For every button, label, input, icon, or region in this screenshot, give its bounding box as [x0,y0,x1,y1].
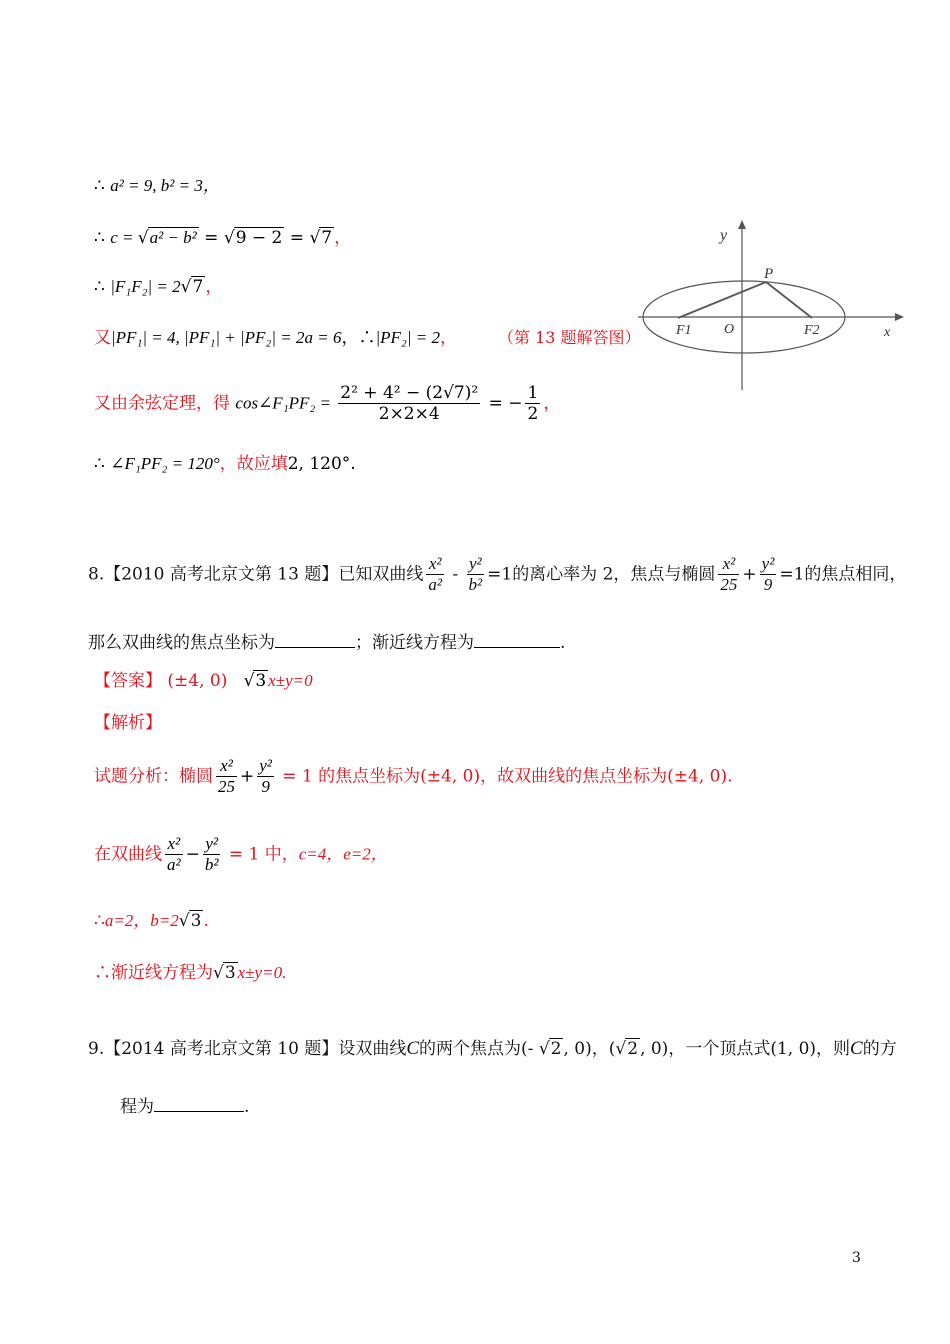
focus2-open: ( [608,1039,616,1059]
fill-in-text: ，故应填 [219,454,288,474]
question-source: 【2010 高考北京文第 13 题】 [104,564,339,585]
radicand: 3 [224,963,236,983]
focus1-open: (- [521,1039,539,1059]
frac-numerator: y² [467,554,485,575]
therefore-symbol: ∴ [94,911,105,931]
figure-caption: （第 13 题解答图） [498,328,641,347]
solution-line-4 [94,327,457,349]
analysis-fraction-y2 [203,834,221,875]
hyperbola-fraction-y [467,554,485,595]
minus-sign: - [446,564,464,585]
analysis-line-1 [94,756,732,806]
equals-minus: = − [483,393,523,414]
frac-denominator: 25 [720,575,738,594]
cosine-law-text: 又由余弦定理，得 [94,393,230,414]
x-axis-arrow [895,313,904,321]
analysis-text-1-rest: = 1 的焦点坐标为(±4, 0)，故双曲线的焦点坐标为(±4, 0). [276,766,733,787]
solution-line-5 [94,383,560,433]
origin-label: O [724,322,735,337]
ellipse-fraction-x [718,554,739,595]
c-label: c = [110,228,138,247]
cosine-fraction [338,383,480,424]
analysis-line-2 [94,834,388,884]
vertex-point: (1, 0) [770,1039,817,1059]
q8-statement-line-2 [88,632,565,654]
answer-blank-1[interactable] [275,633,355,648]
comma: ， [334,228,352,248]
comma: ， [439,328,457,348]
question-number: 9. [88,1039,105,1059]
answer-tag: 【答案】 [94,671,162,691]
y-axis-arrow [738,220,746,229]
analysis-line-4: ∴渐近线方程为√3 x±y=0. [94,963,287,983]
frac-denominator: a² [167,855,181,874]
radicand-1: a² − b² [149,228,197,247]
minus-sign: − [185,844,200,865]
equals-one: =1 [779,564,805,585]
cos-numerator: 2² + 4² − (2√7)² [340,383,479,403]
q8-statement-line-1 [88,554,906,606]
period: . [560,633,566,653]
equals-1: = [198,228,224,248]
cos-denominator: 2×2×4 [378,404,440,424]
frac-denominator: 25 [218,777,235,796]
q8-text-1: 已知双曲线 [338,564,424,585]
radicand: 2 [627,1039,639,1059]
frac-numerator: x² [216,756,237,777]
solution-line-6 [94,453,356,475]
radicand-3: 7 [321,228,333,248]
q8-answer-line: 【答案】 (±4, 0) √3 x±y=0 [94,671,313,691]
q8-text-2: 的离心率为 2，焦点与椭圆 [512,564,716,585]
plus-sign: + [742,564,757,585]
hyperbola-fraction-x [426,554,444,595]
q9-text-3: ，一个顶点式 [668,1039,771,1059]
q9-text-4: ，则 [816,1039,851,1059]
frac-denominator: 9 [763,575,773,594]
radicand: 2 [550,1039,562,1059]
therefore-sep: ，∴ [341,328,376,348]
analysis-fraction-x2 [165,834,183,875]
frac-denominator: b² [204,855,219,874]
q9-statement-line-1: 9.【2014 高考北京文第 10 题】设双曲线C的两个焦点为(- √2 , 0)，(√2 , 0)，一个顶点式(1, 0)，则C的方 [88,1038,897,1059]
question-source: 【2014 高考北京文第 10 题】 [104,1039,339,1059]
asymptote-equation: x±y=0. [237,963,287,982]
cos-expression: cos∠F₁PF₂ = [235,393,336,413]
analysis-tag: 【解析】 [94,713,162,733]
answer-blank[interactable] [154,1097,244,1112]
question-number: 8. [88,564,105,585]
solution-line-3: ∴ |F₁F₂| = 2√7 ， [94,277,223,297]
y-axis-label: y [720,227,728,244]
analysis-line-3: ∴a=2，b=2√3 . [94,911,209,931]
q9-statement-line-2 [120,1096,249,1118]
radicand: 3 [190,911,202,931]
focal-distance: |F₁F₂| = 2 [110,277,181,296]
equals-2: = [284,228,310,248]
page-number: 3 [852,1250,861,1266]
half-denominator: 2 [527,404,539,424]
q8-blank-prompt-1: 那么双曲线的焦点坐标为 [88,633,275,653]
x-axis-label: x [884,325,891,340]
radicand-2: 9 − 2 [235,228,283,248]
answer-blank-2[interactable] [474,633,560,648]
answer-asymptote: x±y=0 [268,671,313,690]
analysis-fraction-x [216,756,237,797]
ellipse-fraction-y [760,554,777,595]
answer-radicand: 3 [255,671,267,691]
plus-sign: + [240,766,255,787]
q8-blank-prompt-2: ；渐近线方程为 [355,633,474,653]
half-fraction [525,383,540,424]
focus1-close: , 0) [563,1039,592,1059]
focus-f2-label: F2 [804,323,820,338]
period: . [203,911,209,931]
analysis-fraction-y [257,756,274,797]
focus-f1-label: F1 [676,323,692,338]
ab-squared-values: a² = 9, b² = 3， [110,176,220,195]
curve-c: C [406,1038,420,1059]
frac-numerator: y² [761,554,775,573]
half-numerator: 1 [527,383,539,403]
point-p-label: P [764,266,774,282]
analysis-text-1: 试题分析：椭圆 [94,766,213,787]
q9-text-2: 的两个焦点为 [419,1039,522,1059]
comma: ， [205,277,223,297]
segment-pf2 [766,282,812,318]
solution-line-2: ∴ c = √a² − b² = √9 − 2 = √7 ， [94,228,352,248]
radicand: 7 [192,277,204,297]
asymptote-text: ∴渐近线方程为 [94,963,213,983]
fill-in-answer: 2, 120°. [287,454,356,474]
analysis-text-2: 在双曲线 [94,844,162,865]
frac-numerator: y² [203,834,221,855]
frac-numerator: y² [259,756,272,775]
therefore-symbol: ∴ [94,277,105,297]
you-word: 又 [94,328,111,348]
therefore-symbol: ∴ [94,176,105,196]
q9-text-1: 设双曲线 [338,1039,407,1059]
frac-denominator: 9 [261,777,270,796]
analysis-text-2-rest: = 1 中， [223,844,299,865]
solution-line-1 [94,175,220,197]
period: . [244,1097,250,1117]
answer-foci: (±4, 0) [167,671,228,691]
frac-numerator: x² [718,554,739,575]
frac-numerator: x² [426,554,444,575]
angle-value: ∠F₁PF₂ = 120° [110,454,220,473]
curve-c: C [850,1038,863,1059]
pf2-value: |PF₂| = 2 [375,328,440,347]
pf-relations: |PF₁| = 4, |PF₁| + |PF₂| = 2a = 6 [111,328,342,347]
frac-denominator: b² [468,575,483,594]
frac-denominator: a² [428,575,442,594]
q8-text-3: 的焦点相同， [804,564,907,585]
comma: ， [591,1039,609,1059]
therefore-symbol: ∴ [94,454,105,474]
a-b-values: a=2，b=2 [104,911,179,930]
q9-text-5: 的方 [862,1039,897,1059]
comma: ， [543,393,561,414]
frac-numerator: x² [165,834,183,855]
equals-one: =1 [487,564,513,585]
therefore-symbol: ∴ [94,228,105,248]
q9-blank-prompt: 程为 [120,1097,154,1117]
segment-pf1 [678,282,766,318]
focus2-close: , 0) [640,1039,669,1059]
c-e-values: c=4，e=2， [298,844,388,864]
ellipse-figure [636,220,906,395]
